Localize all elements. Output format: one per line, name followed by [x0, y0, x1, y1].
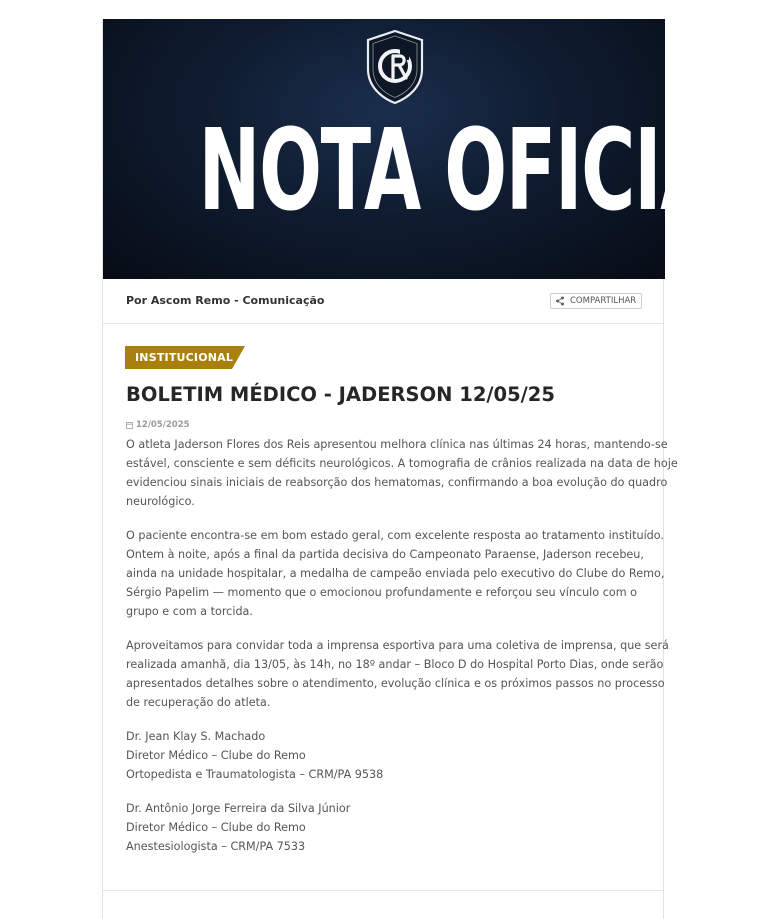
text-line: neurológico.: [126, 495, 195, 508]
text-line: grupo e com a torcida.: [126, 605, 253, 618]
paragraph-2: [126, 526, 665, 621]
text-line: realizada amanhã, dia 13/05, às 14h, no 18º andar – Bloco D do Hospital Porto Dias, onde serão: [126, 658, 664, 671]
text-line: de recuperação do atleta.: [126, 696, 271, 709]
article-title: BOLETIM MÉDICO - JADERSON 12/05/25: [126, 383, 555, 406]
category-label: INSTITUCIONAL: [135, 351, 234, 364]
text-line: Sérgio Papelim — momento que o emocionou profundamente e reforçou seu vínculo com o: [126, 586, 637, 599]
text-line: O paciente encontra-se em bom estado geral, com excelente resposta ao tratamento instituído.: [126, 529, 664, 542]
date-text: 12/05/2025: [136, 420, 190, 430]
text-line: Diretor Médico – Clube do Remo: [126, 749, 306, 762]
article-date: [126, 420, 190, 430]
article-body: [126, 435, 678, 871]
paragraph-1: [126, 435, 678, 511]
text-line: Dr. Antônio Jorge Ferreira da Silva Júnior: [126, 802, 351, 815]
footer-divider: [103, 890, 663, 891]
hero-banner: [103, 19, 762, 279]
text-line: Aproveitamos para convidar toda a imprensa esportiva para uma coletiva de imprensa, que será: [126, 639, 669, 652]
text-line: Anestesiologista – CRM/PA 7533: [126, 840, 306, 853]
text-line: Diretor Médico – Clube do Remo: [126, 821, 306, 834]
share-label: COMPARTILHAR: [570, 296, 637, 306]
text-line: apresentados detalhes sobre o atendimento, evolução clínica e os próximos passos no processo: [126, 677, 665, 690]
paragraph-3: [126, 636, 669, 712]
author-byline: Por Ascom Remo - Comunicação: [126, 294, 325, 307]
text-line: ainda na unidade hospitalar, a medalha de campeão enviada pelo executivo do Clube do Remo,: [126, 567, 665, 580]
text-line: O atleta Jaderson Flores dos Reis apresentou melhora clínica nas últimas 24 horas, mantendo-se: [126, 438, 668, 451]
share-icon: [555, 296, 565, 306]
hero-title: NOTA OFICIAL: [198, 106, 762, 236]
text-line: Ontem à noite, após a final da partida decisiva do Campeonato Paraense, Jaderson recebeu,: [126, 548, 644, 561]
category-tag[interactable]: [125, 346, 245, 369]
club-crest-logo: [362, 29, 428, 105]
signature-2: [126, 799, 646, 856]
text-line: Dr. Jean Klay S. Machado: [126, 730, 266, 743]
calendar-icon: [126, 421, 133, 429]
signature-1: [126, 727, 646, 784]
byline-bar: [103, 279, 663, 324]
article-card: [102, 19, 762, 919]
text-line: estável, consciente e sem déficits neurológicos. A tomografia de crânios realizada na data de hoje: [126, 457, 678, 470]
text-line: evidenciou sinais iniciais de reabsorção dos hematomas, confirmando a boa evolução do quadro: [126, 476, 668, 489]
text-line: Ortopedista e Traumatologista – CRM/PA 9538: [126, 768, 384, 781]
share-button[interactable]: [550, 293, 642, 309]
